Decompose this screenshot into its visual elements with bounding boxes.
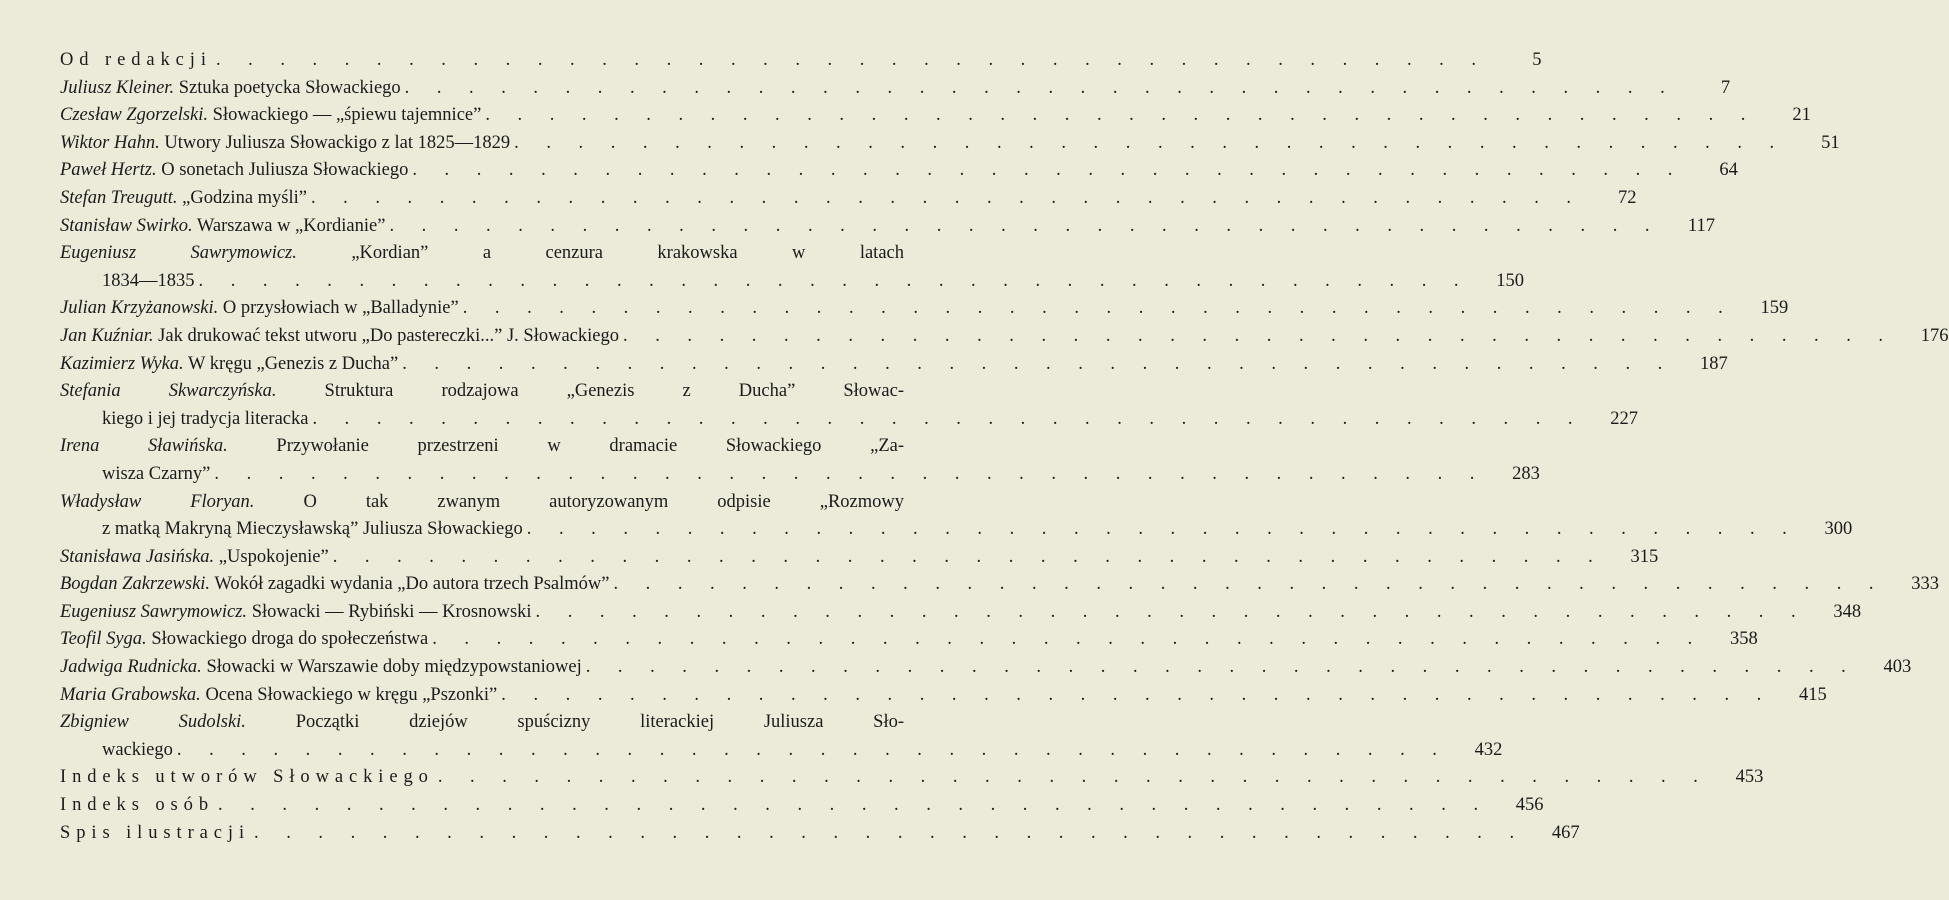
author-name: Bogdan Zakrzewski. bbox=[60, 574, 211, 595]
author-name: Władysław Floryan. bbox=[60, 491, 255, 512]
toc-entry-text bbox=[60, 792, 214, 820]
toc-entry bbox=[60, 599, 1862, 627]
article-title: Słowacki — Rybiński — Krosnowski bbox=[251, 601, 532, 622]
dot-leader: . . . . . . . . . . . . . . . . . . . . . . . . . . . . . . . . . . . . . . . . bbox=[462, 298, 1735, 319]
toc-entry-line bbox=[60, 599, 1862, 627]
toc-entry-line bbox=[60, 75, 1731, 103]
toc-entry-line bbox=[60, 406, 1638, 434]
section-title: Indeks osób bbox=[60, 795, 215, 816]
toc-entry-text bbox=[60, 654, 582, 682]
page-number: 150 bbox=[1496, 270, 1525, 291]
toc-entry bbox=[60, 213, 1715, 241]
toc-entry-line bbox=[60, 240, 960, 268]
toc-entry bbox=[60, 820, 1580, 848]
author-name: Paweł Hertz. bbox=[60, 160, 157, 181]
toc-entry bbox=[60, 378, 1638, 433]
article-title: Wokół zagadki wydania „Do autora trzech Psalmów” bbox=[214, 574, 610, 595]
toc-entry-line bbox=[60, 185, 1637, 213]
toc-entry-line bbox=[60, 47, 1542, 75]
author-name: Stanisław Swirko. bbox=[60, 215, 193, 236]
author-name: Stanisława Jasińska. bbox=[60, 546, 215, 567]
page-number: 315 bbox=[1630, 546, 1659, 567]
toc-entry-text bbox=[60, 75, 401, 103]
section-title: Indeks utworów Słowackiego bbox=[60, 767, 434, 788]
toc-entry-text bbox=[60, 185, 307, 213]
page-number: 227 bbox=[1610, 408, 1638, 429]
toc-entry-text bbox=[60, 764, 434, 792]
toc-entry bbox=[60, 682, 1827, 710]
article-title: Słowacki w Warszawie doby międzypowstaniowej bbox=[206, 657, 582, 678]
toc-entry bbox=[60, 295, 1789, 323]
dot-leader: . . . . . . . . . . . . . . . . . . . . . . . . . . . . . . . . . . . . . . . . bbox=[402, 353, 1674, 374]
page-number: 358 bbox=[1729, 629, 1758, 650]
toc-entry-line bbox=[60, 737, 1503, 765]
author-name: Irena Sławińska. bbox=[60, 436, 228, 457]
page-number: 51 bbox=[1821, 132, 1840, 153]
toc-entry-text bbox=[60, 102, 481, 130]
dot-leader: . . . . . . . . . . . . . . . . . . . . . . . . . . . . . . . . . . . . . . . . bbox=[485, 105, 1757, 126]
table-of-contents bbox=[60, 47, 1949, 847]
dot-leader: . . . . . . . . . . . . . . . . . . . . . . . . . . . . . . . . . . . . . . . . bbox=[613, 574, 1885, 595]
article-title: „Uspokojenie” bbox=[218, 546, 329, 567]
article-title: Słowackiego droga do społeczeństwa bbox=[151, 629, 429, 650]
toc-entry bbox=[60, 130, 1840, 158]
toc-entry-text bbox=[60, 323, 619, 351]
dot-leader: . . . . . . . . . . . . . . . . . . . . . . . . . . . . . . . . . . . . . . . . bbox=[585, 657, 1858, 678]
toc-entry-line bbox=[60, 433, 960, 461]
article-title: Utwory Juliusza Słowackigo z lat 1825—1829 bbox=[164, 132, 511, 153]
author-name: Julian Krzyżanowski. bbox=[60, 298, 219, 319]
toc-entry-text bbox=[60, 378, 904, 406]
author-name: Czesław Zgorzelski. bbox=[60, 105, 209, 126]
toc-entry-line bbox=[60, 764, 1764, 792]
page-number: 453 bbox=[1735, 767, 1764, 788]
toc-entry-line bbox=[60, 461, 1540, 489]
toc-entry bbox=[60, 157, 1738, 185]
toc-entry-text bbox=[60, 626, 428, 654]
toc-entry bbox=[60, 709, 1503, 764]
toc-entry-text bbox=[60, 433, 904, 461]
author-name: Maria Grabowska. bbox=[60, 684, 201, 705]
dot-leader: . . . . . . . . . . . . . . . . . . . . . . . . . . . . . . . . . . . . . . . . bbox=[412, 160, 1684, 181]
toc-entry bbox=[60, 351, 1728, 379]
page-number: 7 bbox=[1720, 77, 1731, 98]
page-number: 159 bbox=[1760, 298, 1789, 319]
page-number: 432 bbox=[1474, 739, 1503, 760]
page-number: 467 bbox=[1551, 822, 1580, 843]
page-number: 72 bbox=[1618, 187, 1637, 208]
toc-entry-line bbox=[60, 295, 1789, 323]
article-title: „Kordian” a cenzura krakowska w latach bbox=[351, 243, 904, 264]
toc-entry bbox=[60, 47, 1542, 75]
article-title-continued: kiego i jej tradycja literacka bbox=[102, 408, 309, 429]
article-title: Przywołanie przestrzeni w dramacie Słowackiego „Za- bbox=[276, 436, 904, 457]
article-title: Początki dziejów spuścizny literackiej Juliusza Sło- bbox=[295, 712, 905, 733]
article-title: W kręgu „Genezis z Ducha” bbox=[187, 353, 399, 374]
article-title-continued: z matką Makryną Mieczysławską” Juliusza Słowackiego bbox=[102, 519, 523, 540]
toc-entry-line bbox=[60, 682, 1827, 710]
dot-leader: . . . . . . . . . . . . . . . . . . . . . . . . . . . . . . . . . . . . . . . . bbox=[535, 601, 1808, 622]
page-number: 21 bbox=[1792, 105, 1811, 126]
toc-entry-line bbox=[60, 102, 1811, 130]
toc-entry-text bbox=[60, 489, 904, 517]
dot-leader: . . . . . . . . . . . . . . . . . . . . . . . . . . . . . . . . . . . . . . . . bbox=[501, 684, 1773, 705]
author-name: Jan Kuźniar. bbox=[60, 325, 154, 346]
toc-entry-text bbox=[60, 130, 510, 158]
dot-leader: . . . . . . . . . . . . . . . . . . . . . . . . . . . . . . . . . . . . . . . . bbox=[404, 77, 1677, 98]
toc-entry-line bbox=[60, 571, 1939, 599]
toc-entry-text bbox=[60, 599, 532, 627]
dot-leader: . . . . . . . . . . . . . . . . . . . . . . . . . . . . . . . . . . . . . . . . bbox=[389, 215, 1661, 236]
page-number: 403 bbox=[1883, 657, 1912, 678]
toc-entry-text bbox=[60, 157, 408, 185]
article-title-continued: wisza Czarny” bbox=[102, 463, 211, 484]
article-title: O tak zwanym autoryzowanym odpisie „Rozmowy bbox=[303, 491, 905, 512]
article-title-continued: 1834—1835 bbox=[102, 270, 195, 291]
toc-entry-line bbox=[60, 378, 960, 406]
page-number: 415 bbox=[1799, 684, 1827, 705]
toc-entry-line bbox=[60, 654, 1912, 682]
toc-entry bbox=[60, 626, 1758, 654]
page-number: 176 bbox=[1920, 325, 1949, 346]
toc-entry bbox=[60, 185, 1637, 213]
author-name: Jadwiga Rudnicka. bbox=[60, 657, 202, 678]
toc-entry-line bbox=[60, 213, 1715, 241]
dot-leader: . . . . . . . . . . . . . . . . . . . . . . . . . . . . . . . . . . . . . . . . bbox=[176, 739, 1449, 760]
article-title: O przysłowiach w „Balladynie” bbox=[222, 298, 459, 319]
toc-entry-text bbox=[60, 213, 385, 241]
article-title: O sonetach Juliusza Słowackiego bbox=[161, 160, 409, 181]
article-title: „Godzina myśli” bbox=[182, 187, 307, 208]
toc-entry-line bbox=[60, 489, 960, 517]
dot-leader: . . . . . . . . . . . . . . . . . . . . . . . . . . . . . . . . . . . . . . . . bbox=[218, 795, 1490, 816]
toc-entry-text bbox=[60, 240, 904, 268]
author-name: Wiktor Hahn. bbox=[60, 132, 160, 153]
page-number: 456 bbox=[1515, 795, 1544, 816]
toc-entry-line bbox=[60, 157, 1738, 185]
dot-leader: . . . . . . . . . . . . . . . . . . . . . . . . . . . . . . . . . . . . . . . . bbox=[198, 270, 1471, 291]
author-name: Stefania Skwarczyńska. bbox=[60, 381, 277, 402]
dot-leader: . . . . . . . . . . . . . . . . . . . . . . . . . . . . . . . . . . . . . . . . bbox=[432, 629, 1704, 650]
toc-entry bbox=[60, 433, 1540, 488]
toc-entry-text bbox=[60, 47, 212, 75]
dot-leader: . . . . . . . . . . . . . . . . . . . . . . . . . . . . . . . . . . . . . . . . bbox=[514, 132, 1786, 153]
page-number: 64 bbox=[1719, 160, 1738, 181]
toc-entry bbox=[60, 544, 1659, 572]
author-name: Stefan Treugutt. bbox=[60, 187, 178, 208]
toc-entry-text bbox=[60, 295, 459, 323]
dot-leader: . . . . . . . . . . . . . . . . . . . . . . . . . . . . . . . . . . . . . . . . bbox=[215, 50, 1488, 70]
page-number: 117 bbox=[1687, 215, 1715, 236]
dot-leader: . . . . . . . . . . . . . . . . . . . . . . . . . . . . . . . . . . . . . . . . bbox=[332, 546, 1605, 567]
dot-leader: . . . . . . . . . . . . . . . . . . . . . . . . . . . . . . . . . . . . . . . . bbox=[214, 463, 1486, 484]
toc-entry-line bbox=[60, 792, 1544, 820]
dot-leader: . . . . . . . . . . . . . . . . . . . . . . . . . . . . . . . . . . . . . . . . bbox=[310, 187, 1583, 208]
page-number: 348 bbox=[1833, 601, 1862, 622]
toc-entry bbox=[60, 489, 1853, 544]
dot-leader: . . . . . . . . . . . . . . . . . . . . . . . . . . . . . . . . . . . . . . . . bbox=[526, 519, 1799, 540]
toc-entry bbox=[60, 240, 1525, 295]
toc-entry-text bbox=[60, 682, 497, 710]
toc-entry bbox=[60, 571, 1939, 599]
toc-entry-line bbox=[60, 130, 1840, 158]
article-title: Warszawa w „Kordianie” bbox=[196, 215, 386, 236]
toc-entry-line bbox=[60, 351, 1728, 379]
author-name: Zbigniew Sudolski. bbox=[60, 712, 246, 733]
page-number: 187 bbox=[1700, 353, 1728, 374]
page-number: 283 bbox=[1512, 463, 1540, 484]
page-number: 300 bbox=[1824, 519, 1853, 540]
toc-entry bbox=[60, 654, 1912, 682]
article-title: Ocena Słowackiego w kręgu „Pszonki” bbox=[205, 684, 498, 705]
toc-entry bbox=[60, 792, 1544, 820]
article-title: Słowackiego — „śpiewu tajemnice” bbox=[212, 105, 482, 126]
toc-entry-text bbox=[60, 571, 609, 599]
toc-entry-line bbox=[60, 268, 1525, 296]
toc-entry bbox=[60, 323, 1949, 351]
author-name: Teofil Syga. bbox=[60, 629, 147, 650]
toc-entry-text bbox=[60, 351, 398, 379]
author-name: Kazimierz Wyka. bbox=[60, 353, 184, 374]
author-name: Juliusz Kleiner. bbox=[60, 77, 175, 98]
dot-leader: . . . . . . . . . . . . . . . . . . . . . . . . . . . . . . . . . . . . . . . . bbox=[623, 325, 1895, 346]
author-name: Eugeniusz Sawrymowicz. bbox=[60, 243, 297, 264]
toc-entry bbox=[60, 102, 1811, 130]
toc-entry-line bbox=[60, 626, 1758, 654]
toc-entry-line bbox=[60, 544, 1659, 572]
dot-leader: . . . . . . . . . . . . . . . . . . . . . . . . . . . . . . . . . . . . . . . . bbox=[254, 822, 1526, 843]
toc-entry-text bbox=[60, 544, 329, 572]
dot-leader: . . . . . . . . . . . . . . . . . . . . . . . . . . . . . . . . . . . . . . . . bbox=[437, 767, 1710, 788]
toc-entry-text bbox=[60, 709, 904, 737]
toc-entry bbox=[60, 75, 1731, 103]
dot-leader: . . . . . . . . . . . . . . . . . . . . . . . . . . . . . . . . . . . . . . . . bbox=[312, 408, 1584, 429]
article-title-continued: wackiego bbox=[102, 739, 173, 760]
toc-entry-line bbox=[60, 323, 1949, 351]
article-title: Struktura rodzajowa „Genezis z Ducha” Słowac- bbox=[324, 381, 904, 402]
section-title: Od redakcji bbox=[60, 50, 212, 70]
toc-entry bbox=[60, 764, 1764, 792]
toc-entry-text bbox=[60, 820, 250, 848]
author-name: Eugeniusz Sawrymowicz. bbox=[60, 601, 248, 622]
toc-entry-line bbox=[60, 516, 1853, 544]
toc-entry-line bbox=[60, 820, 1580, 848]
toc-entry-line bbox=[60, 709, 960, 737]
page-number: 5 bbox=[1532, 50, 1542, 70]
article-title: Jak drukować tekst utworu „Do pastereczki...” J. Słowackiego bbox=[158, 325, 619, 346]
article-title: Sztuka poetycka Słowackiego bbox=[178, 77, 401, 98]
page-number: 333 bbox=[1911, 574, 1939, 595]
section-title: Spis ilustracji bbox=[60, 822, 251, 843]
